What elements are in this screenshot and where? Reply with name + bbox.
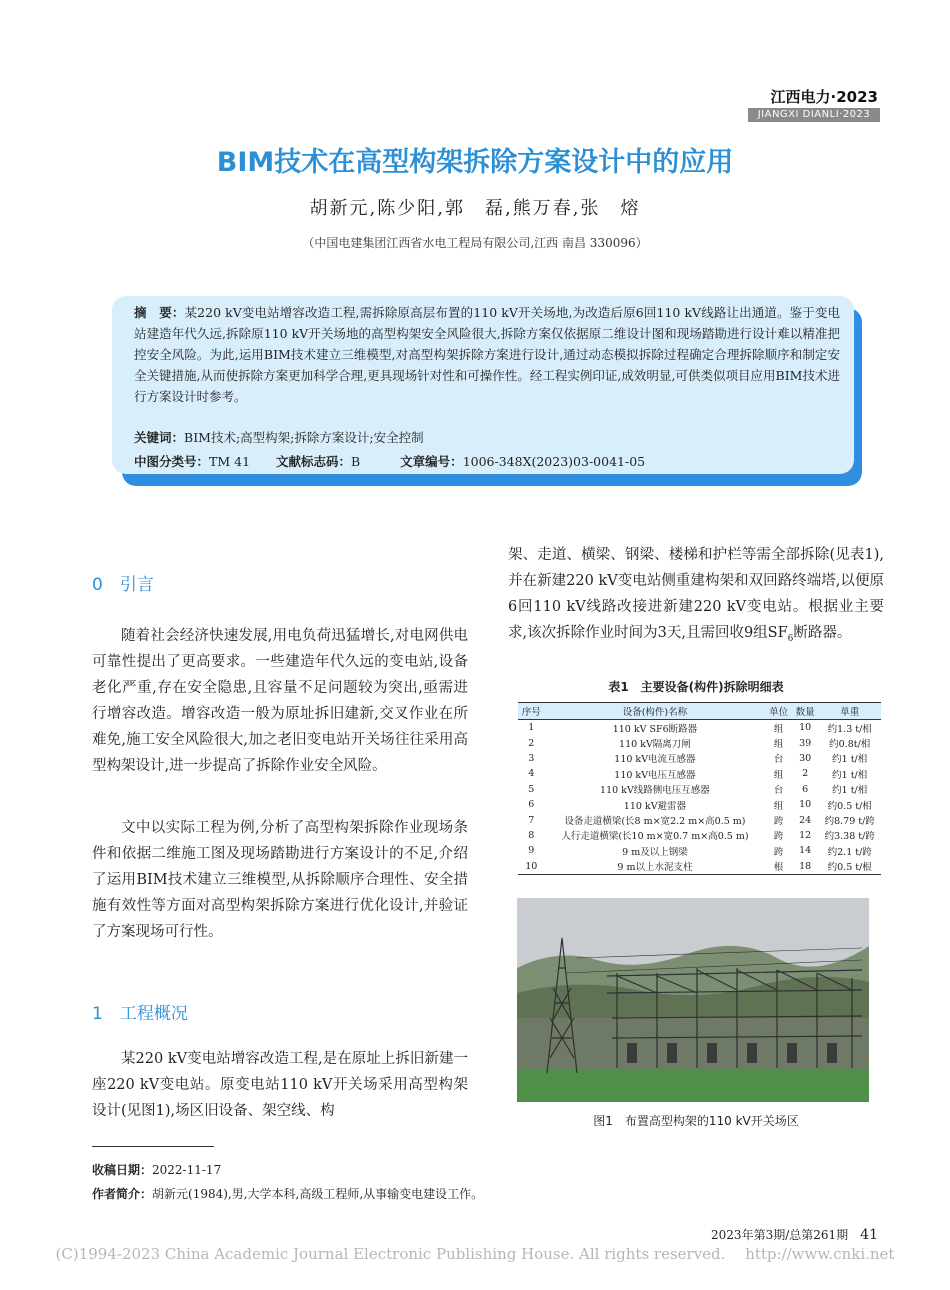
- table-cell: 10: [799, 722, 812, 734]
- table-cell: 9 m及以上钢梁: [622, 846, 688, 858]
- table-cell: 根: [765, 859, 792, 875]
- received-date: 2022-11-17: [152, 1163, 222, 1177]
- paper-title: BIM技术在高型构架拆除方案设计中的应用: [216, 147, 734, 178]
- footnote-rule: [92, 1146, 214, 1147]
- section-1-para-1: 某220 kV变电站增容改造工程,是在原址上拆旧新建一座220 kV变电站。原变电站110 kV开关场采用高型构架设计(见图1),场区旧设备、架空线、构: [92, 1051, 468, 1119]
- article-value: 1006-348X(2023)03-0041-05: [462, 454, 646, 469]
- table-cell: 跨: [773, 816, 784, 828]
- section-1-para-2a: 架、走道、横梁、钢梁、楼梯和护栏等需全部拆除(见表1),并在新建220 kV变电站侧重建构架和双回路终端塔,以便原6回110 kV线路改接进新建220 kV变电站。根据业主要求,该次拆除作业时间为3天,且需回收9组SF: [508, 547, 884, 641]
- section-0-title: 0 引言: [92, 575, 154, 595]
- table-row: [518, 812, 881, 827]
- th-weight: 单重: [818, 703, 881, 720]
- table-cell: 3: [528, 752, 535, 764]
- section-0-para-1: 随着社会经济快速发展,用电负荷迅猛增长,对电网供电可靠性提出了更高要求。一些建造年代久远的变电站,设备老化严重,存在安全隐患,且容量不足问题较为突出,亟需进行增容改造。增容改造一般为原址拆旧建新,交叉作业在所难免,施工安全风险很大,加之老旧变电站开关场往往采用高型构架设计,进一步提高了拆除作业安全风险。: [92, 628, 468, 774]
- table-caption: 表1 主要设备(构件)拆除明细表: [608, 680, 784, 694]
- table-cell: 110 kV SF6断路器: [612, 723, 698, 735]
- section-1-title: 1 工程概况: [92, 1004, 188, 1024]
- table-cell: 6: [528, 799, 535, 811]
- table-cell: 约0.8t/相: [829, 739, 871, 751]
- table-cell: 组: [773, 769, 784, 781]
- table-cell: 39: [799, 737, 812, 749]
- received-label: 收稿日期：: [92, 1163, 153, 1177]
- table-cell: 9: [528, 845, 535, 857]
- table-cell: 10: [518, 859, 545, 875]
- table-cell: 7: [528, 814, 535, 826]
- table-row: [518, 828, 881, 843]
- table-cell: 台: [773, 785, 784, 797]
- table-cell: 约1 t/相: [832, 754, 868, 766]
- table-cell: 14: [799, 845, 812, 857]
- table-cell: 跨: [773, 831, 784, 843]
- th-qty: 数量: [792, 703, 819, 720]
- section-1-para-2b: 断路器。: [793, 625, 852, 641]
- keywords-text: BIM技术;高型构架;拆除方案设计;安全控制: [184, 430, 424, 445]
- authors: 胡新元,陈少阳,郭 磊,熊万春,张 熔: [309, 198, 641, 219]
- keywords: [134, 428, 424, 446]
- page-number: 41: [860, 1227, 878, 1243]
- table-row: [518, 782, 881, 797]
- table-cell: 110 kV避雷器: [623, 800, 687, 812]
- sf6-subscript: 6: [787, 633, 794, 644]
- clc-value: TM 41: [209, 454, 251, 469]
- table-cell: 6: [802, 783, 809, 795]
- table-cell: 组: [773, 739, 784, 751]
- doc-label: 文献标志码：: [276, 454, 352, 469]
- table-cell: 约8.79 t/跨: [824, 816, 875, 828]
- abstract: [134, 302, 840, 407]
- table-cell: 110 kV电压互感器: [614, 769, 696, 781]
- table-cell: 约0.5 t/相: [827, 800, 872, 812]
- table-cell: 组: [773, 723, 784, 735]
- abstract-label: 摘 要：: [134, 305, 185, 320]
- table-cell: 设备走道横梁(长8 m×宽2.2 m×高0.5 m): [564, 816, 746, 828]
- switchyard-photo: [517, 898, 869, 1102]
- table-cell: 10: [799, 799, 812, 811]
- table-cell: 约1 t/相: [832, 785, 868, 797]
- table-row: [518, 859, 881, 875]
- received-note: [92, 1161, 221, 1178]
- table-cell: 110 kV隔离刀闸: [619, 739, 691, 751]
- table-cell: 台: [773, 754, 784, 766]
- table-cell: 18: [792, 859, 819, 875]
- article-label: 文章编号：: [400, 454, 463, 469]
- section-1-para-2: [508, 542, 884, 652]
- table-cell: 2: [528, 737, 535, 749]
- figure-caption: 图1 布置高型构架的110 kV开关场区: [593, 1114, 799, 1128]
- section-0-para-2: 文中以实际工程为例,分析了高型构架拆除作业现场条件和依据二维施工图及现场踏勘进行方案设计的不足,介绍了运用BIM技术建立三维模型,从拆除顺序合理性、安全措施有效性等方面对高型构架拆除方案进行优化设计,并验证了方案现场可行性。: [92, 820, 468, 940]
- table-row: [518, 751, 881, 766]
- table-cell: 5: [528, 783, 535, 795]
- issue-info: [711, 1226, 878, 1243]
- author-bio: 胡新元(1984),男,大学本科,高级工程师,从事输变电建设工作。: [152, 1187, 484, 1201]
- table-cell: 24: [799, 814, 812, 826]
- table-cell: 组: [773, 800, 784, 812]
- doc-value: B: [351, 454, 361, 469]
- author-label: 作者简介：: [92, 1187, 153, 1201]
- th-unit: 单位: [765, 703, 792, 720]
- copyright-watermark: (C)1994-2023 China Academic Journal Electronic Publishing House. All rights reserved. http://www.cnki.net: [55, 1245, 895, 1263]
- table-row: [518, 720, 881, 736]
- table-cell: 110 kV线路侧电压互感器: [600, 785, 710, 797]
- keywords-label: 关键词：: [134, 430, 185, 445]
- table-cell: 12: [799, 829, 812, 841]
- table-cell: 30: [799, 752, 812, 764]
- table-cell: 人行走道横梁(长10 m×宽0.7 m×高0.5 m): [561, 831, 749, 843]
- table-cell: 约0.5 t/根: [818, 859, 881, 875]
- journal-name-en: JIANGXI DIANLI·2023: [748, 108, 880, 122]
- table-cell: 约1.3 t/相: [827, 723, 872, 735]
- table-cell: 约3.38 t/跨: [824, 831, 875, 843]
- table-cell: 1: [528, 722, 535, 734]
- th-name: 设备(构件)名称: [545, 703, 766, 720]
- issue-text: 2023年第3期/总第261期: [711, 1228, 849, 1242]
- table-cell: 约1 t/相: [832, 769, 868, 781]
- table-cell: 9 m以上水泥支柱: [545, 859, 766, 875]
- table-row: [518, 735, 881, 750]
- table-cell: 2: [802, 768, 809, 780]
- clc-label: 中图分类号：: [134, 454, 210, 469]
- table-row: [518, 843, 881, 858]
- table-cell: 4: [528, 768, 535, 780]
- journal-name: 江西电力·2023: [770, 88, 878, 106]
- table-cell: 约2.1 t/跨: [827, 846, 872, 858]
- removal-table: [518, 702, 881, 875]
- table-row: [518, 766, 881, 781]
- table-cell: 8: [528, 829, 535, 841]
- author-note: [92, 1185, 483, 1202]
- classification: [134, 452, 645, 470]
- th-no: 序号: [518, 703, 545, 720]
- affiliation: （中国电建集团江西省水电工程局有限公司,江西 南昌 330096）: [302, 236, 648, 250]
- abstract-text: 某220 kV变电站增容改造工程,需拆除原高层布置的110 kV开关场地,为改造后原6回110 kV线路让出通道。鉴于变电站建造年代久远,拆除原110 kV开关场地的高型构架安全风险很大,拆除方案仅依据原二维设计图和现场踏勘进行设计难以精准把控安全风险。为此,运用BIM技术建立三维模型,对高型构架拆除方案进行设计,通过动态模拟拆除过程确定合理拆除顺序和制定安全关键措施,从而使拆除方案更加科学合理,更具现场针对性和可操作性。经工程实例印证,成效明显,可供类似项目应用BIM技术进行方案设计时参考。: [134, 305, 840, 404]
- table-cell: 110 kV电流互感器: [614, 754, 696, 766]
- table-cell: 跨: [773, 846, 784, 858]
- table-header-row: [518, 703, 881, 720]
- table-row: [518, 797, 881, 812]
